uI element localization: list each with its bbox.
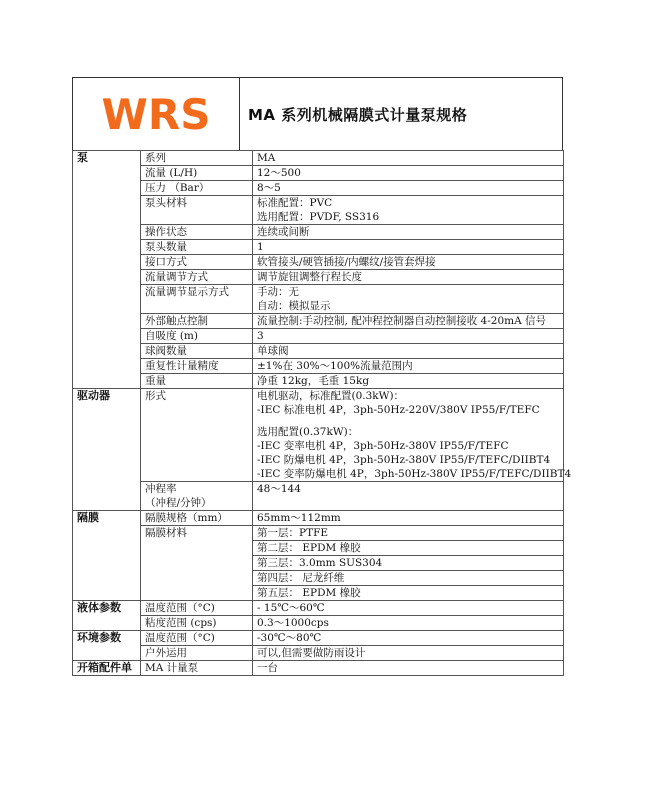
cell-line: 单球阀	[257, 345, 289, 357]
cell-line: 标准配置：PVC	[257, 197, 333, 209]
param-label: 重量	[141, 374, 253, 389]
cell-line: 1	[257, 241, 264, 253]
param-label: 温度范围（°C)	[141, 631, 253, 646]
param-value	[253, 389, 572, 482]
section-label-drive: 驱动器	[73, 389, 141, 511]
param-label: 流量调节显示方式	[141, 285, 253, 314]
param-label: 形式	[141, 389, 253, 482]
param-label: 泵头材料	[141, 196, 253, 225]
section-label-pump: 泵	[73, 151, 141, 389]
table-row	[73, 482, 564, 511]
param-label: 泵头数量	[141, 240, 253, 255]
param-label: 操作状态	[141, 225, 253, 240]
param-value: 第五层： EPDM 橡胶	[253, 586, 564, 601]
table-row	[73, 166, 564, 181]
param-value	[253, 151, 564, 166]
cell-line: （冲程/分钟）	[145, 497, 212, 509]
param-value	[253, 285, 564, 314]
table-row	[73, 359, 564, 374]
param-value: 可以,但需要做防雨设计	[253, 646, 564, 661]
cell-line: 电机驱动，标准配置(0.3kW)：	[257, 390, 405, 402]
param-label: 球阀数量	[141, 344, 253, 359]
param-value	[253, 329, 564, 344]
param-label: 隔膜规格（mm）	[141, 511, 253, 526]
section-label-unbox: 开箱配件单	[73, 661, 141, 676]
sheet-header	[72, 77, 563, 151]
param-label: 自吸度 (m)	[141, 329, 253, 344]
param-label: 系列	[141, 151, 253, 166]
param-value	[253, 255, 564, 270]
param-label: MA 计量泵	[141, 661, 253, 676]
cell-line: 3	[257, 330, 264, 342]
cell-line: 净重 12kg，毛重 15kg	[257, 375, 370, 387]
table-row	[73, 601, 564, 616]
cell-line: 流量控制:手动控制, 配冲程控制器自动控制接收 4-20mA 信号	[257, 315, 547, 327]
spec-sheet	[72, 77, 572, 676]
cell-line: 连续或间断	[257, 226, 310, 238]
table-row	[73, 389, 564, 482]
param-value: 第二层： EPDM 橡胶	[253, 541, 564, 556]
param-value: 一台	[253, 661, 564, 676]
param-value	[253, 270, 564, 285]
table-row	[73, 329, 564, 344]
table-row	[73, 181, 564, 196]
cell-line: 调节旋钮调整行程长度	[257, 271, 362, 283]
cell-line: 软管接头/硬管插接/内螺纹/接管套焊接	[257, 256, 436, 268]
param-label	[141, 482, 253, 511]
cell-line: 自动：模拟显示	[257, 300, 331, 312]
table-row	[73, 225, 564, 240]
cell-line: -IEC 变率防爆电机 4P，3ph-50Hz-380V IP55/F/TEFC/DIIBT4	[257, 468, 572, 480]
param-label: 温度范围（°C)	[141, 601, 253, 616]
table-row	[73, 196, 564, 225]
table-row	[73, 661, 564, 676]
table-row	[73, 616, 564, 631]
param-value	[253, 181, 564, 196]
table-row	[73, 631, 564, 646]
param-label: 重复性计量精度	[141, 359, 253, 374]
param-label: 流量 (L/H)	[141, 166, 253, 181]
table-row	[73, 526, 564, 541]
cell-line: -IEC 变率电机 4P，3ph-50Hz-380V IP55/F/TEFC	[257, 440, 509, 452]
param-value: 第四层： 尼龙纤维	[253, 571, 564, 586]
cell-line: 选用配置：PVDF, SS316	[257, 211, 380, 223]
table-row	[73, 151, 564, 166]
param-value	[253, 314, 564, 329]
cell-line: 手动：无	[257, 286, 299, 298]
cell-line: -IEC 标准电机 4P，3ph-50Hz-220V/380V IP55/F/TEFC	[257, 404, 540, 416]
param-value	[253, 240, 564, 255]
svg-text:WRS: WRS	[101, 92, 211, 136]
section-label-diaphragm: 隔膜	[73, 511, 141, 601]
cell-line: 冲程率	[145, 483, 177, 495]
param-value	[253, 225, 564, 240]
cell-line: MA	[257, 152, 276, 164]
table-row	[73, 314, 564, 329]
param-label: 压力 （Bar）	[141, 181, 253, 196]
section-label-env: 环境参数	[73, 631, 141, 661]
param-label: 接口方式	[141, 255, 253, 270]
table-row	[73, 646, 564, 661]
param-label: 户外运用	[141, 646, 253, 661]
logo-cell	[73, 78, 240, 150]
table-row	[73, 240, 564, 255]
param-label: 粘度范围 (cps)	[141, 616, 253, 631]
param-value: - 15℃～60℃	[253, 601, 564, 616]
param-value	[253, 166, 564, 181]
param-value: 第三层：3.0mm SUS304	[253, 556, 564, 571]
cell-line: 12～500	[257, 167, 301, 179]
page-title: MA 系列机械隔膜式计量泵规格	[248, 105, 468, 124]
table-row	[73, 255, 564, 270]
cell-line: 8～5	[257, 182, 281, 194]
spec-table	[72, 150, 572, 676]
cell-line: ±1%在 30%～100%流量范围内	[257, 360, 413, 372]
param-value: 第一层：PTFE	[253, 526, 564, 541]
param-label: 外部触点控制	[141, 314, 253, 329]
wrs-logo	[86, 92, 226, 136]
param-label: 隔膜材料	[141, 526, 253, 601]
section-label-liquid: 液体参数	[73, 601, 141, 631]
param-label: 流量调节方式	[141, 270, 253, 285]
param-value	[253, 196, 564, 225]
spacer	[257, 417, 559, 425]
table-row	[73, 511, 564, 526]
table-row	[73, 344, 564, 359]
table-row	[73, 285, 564, 314]
cell-line: -IEC 防爆电机 4P，3ph-50Hz-380V IP55/F/TEFC/DIIBT4	[257, 454, 551, 466]
table-row	[73, 374, 564, 389]
param-value	[253, 374, 564, 389]
param-value	[253, 359, 564, 374]
param-value: 0.3～1000cps	[253, 616, 564, 631]
param-value	[253, 344, 564, 359]
table-row	[73, 270, 564, 285]
param-value: -30℃～80℃	[253, 631, 564, 646]
cell-line: 选用配置(0.37kW)：	[257, 426, 359, 438]
param-value: 48～144	[253, 482, 564, 511]
title-cell	[240, 78, 562, 150]
param-value: 65mm～112mm	[253, 511, 564, 526]
